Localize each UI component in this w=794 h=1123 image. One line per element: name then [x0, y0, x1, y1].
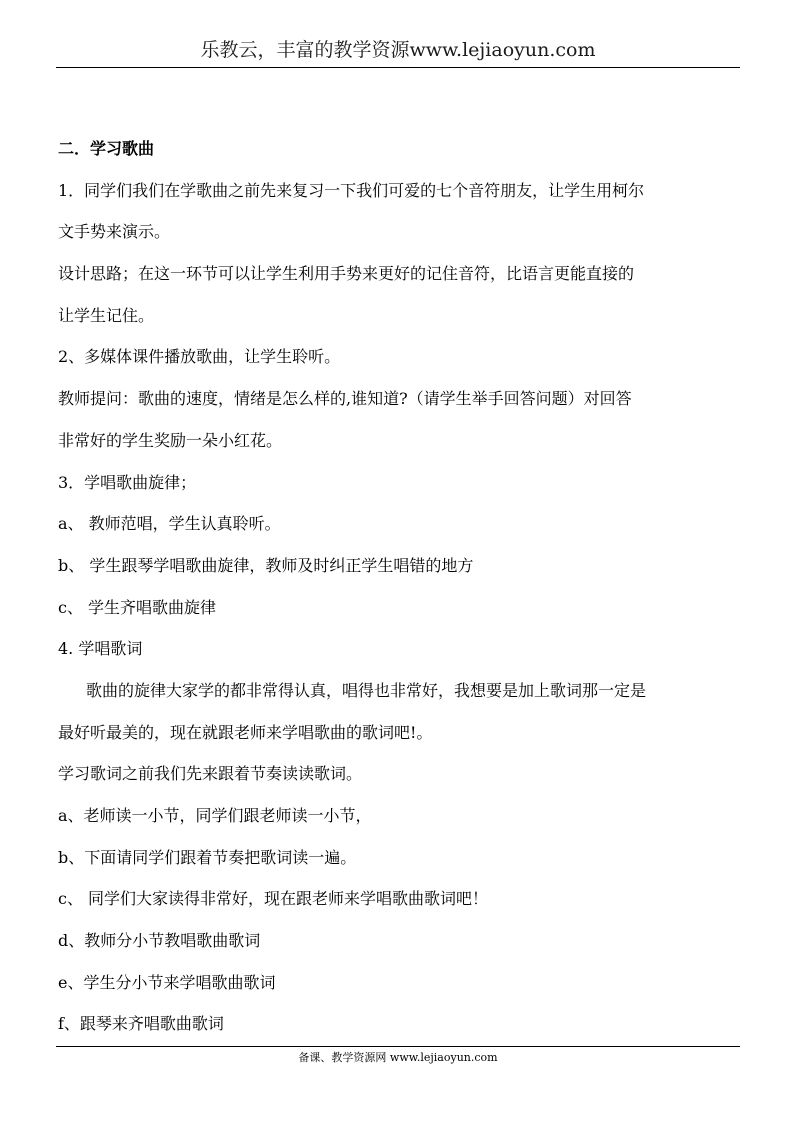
- document-body: [58, 128, 740, 1045]
- body-line: 3．学唱歌曲旋律；: [58, 472, 197, 492]
- footer-text: 备课、教学资源网 www.lejiaoyun.com: [298, 1051, 498, 1064]
- body-line: 设计思路；在这一环节可以让学生利用手势来更好的记住音符，比语言更能直接的: [58, 264, 635, 284]
- page-footer: [56, 1046, 740, 1065]
- body-line: b、下面请同学们跟着节奏把歌词读一遍。: [58, 847, 357, 867]
- body-line: 非常好的学生奖励一朵小红花。: [58, 430, 283, 450]
- body-line: f、跟琴来齐唱歌曲歌词: [58, 1014, 224, 1034]
- body-line: d、教师分小节教唱歌曲歌词: [58, 931, 261, 951]
- body-line: e、学生分小节来学唱歌曲歌词: [58, 972, 276, 992]
- body-line: c、 同学们大家读得非常好，现在跟老师来学唱歌曲歌词吧！: [58, 889, 489, 909]
- body-line: 2、多媒体课件播放歌曲，让学生聆听。: [58, 347, 341, 367]
- body-line: a、 教师范唱，学生认真聆听。: [58, 514, 281, 534]
- body-line: a、老师读一小节，同学们跟老师读一小节，: [58, 806, 372, 825]
- body-line: 最好听最美的，现在就跟老师来学唱歌曲的歌词吧!。: [58, 722, 433, 742]
- body-line: c、 学生齐唱歌曲旋律: [58, 597, 217, 617]
- body-line-indented: 歌曲的旋律大家学的都非常得认真，唱得也非常好，我想要是加上歌词那一定是: [86, 680, 647, 700]
- body-line: 学习歌词之前我们先来跟着节奏读读歌词。: [58, 764, 363, 784]
- body-line: 文手势来演示。: [58, 222, 171, 242]
- body-line: b、 学生跟琴学唱歌曲旋律，教师及时纠正学生唱错的地方: [58, 555, 474, 575]
- header-text: 乐教云，丰富的教学资源www.lejiaoyun.com: [200, 39, 596, 61]
- section-title: 二．学习歌曲: [58, 139, 155, 158]
- body-line: 让学生记住。: [58, 305, 155, 325]
- body-line: 教师提问：歌曲的速度，情绪是怎么样的,谁知道?（请学生举手回答问题）对回答: [58, 389, 632, 409]
- page-header: [56, 0, 740, 68]
- body-line: 4. 学唱歌词: [58, 639, 143, 659]
- body-line: 1．同学们我们在学歌曲之前先来复习一下我们可爱的七个音符朋友，让学生用柯尔: [58, 180, 645, 200]
